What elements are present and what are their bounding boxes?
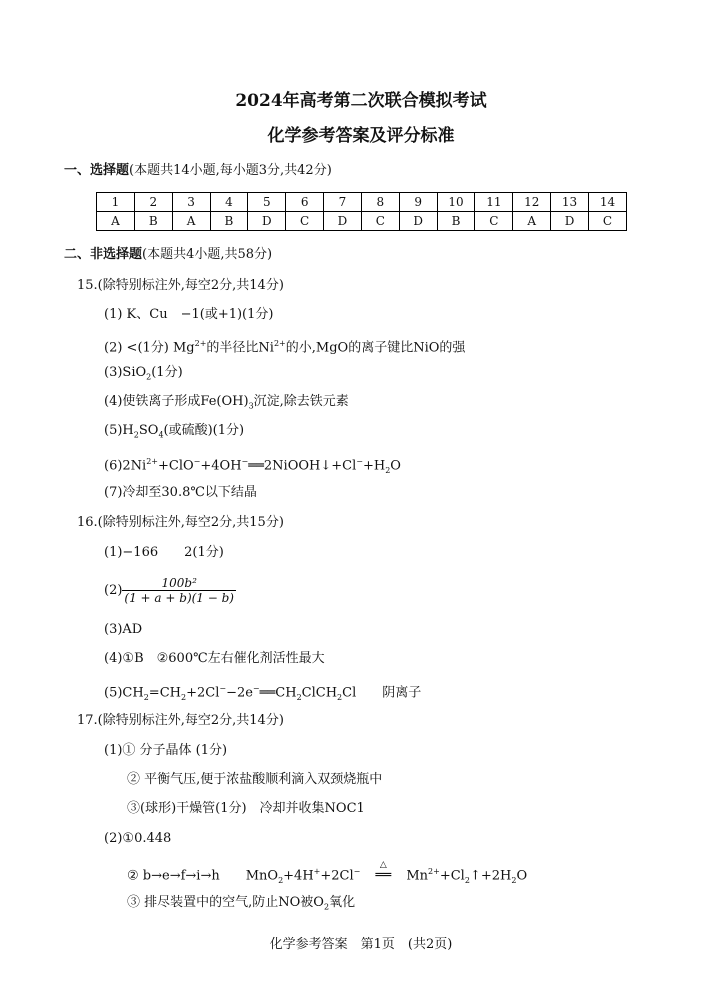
- q16-answer-4: (4)①B ②600℃左右催化剂活性最大: [104, 651, 325, 666]
- q17-heading: 17.(除特别标注外,每空2分,共14分): [77, 713, 284, 728]
- section2-heading-line: [64, 246, 272, 264]
- answer-letter-cell: C: [475, 212, 513, 231]
- question-number-cell: 3: [172, 193, 210, 212]
- question-number-cell: 12: [513, 193, 551, 212]
- q15-answer-1: (1) K、Cu −1(或+1)(1分): [104, 307, 274, 322]
- question-number-cell: 9: [399, 193, 437, 212]
- answer-table: [96, 192, 627, 231]
- question-number-cell: 11: [475, 193, 513, 212]
- section1-heading-line: [64, 162, 332, 180]
- answer-letter-cell: A: [513, 212, 551, 231]
- q16-answer-1: (1)−166 2(1分): [104, 545, 224, 560]
- question-number-cell: 13: [551, 193, 589, 212]
- section1-heading: 一、选择题: [64, 163, 130, 178]
- answer-letter-cell: D: [399, 212, 437, 231]
- heat-triangle-icon: △: [379, 860, 387, 871]
- q17-answer-1-2: ② 平衡气压,便于浓盐酸顺利滴入双颈烧瓶中: [127, 772, 383, 787]
- answer-letter-cell: C: [588, 212, 626, 231]
- section2-heading: 二、非选择题: [64, 247, 143, 262]
- q15-heading: 15.(除特别标注外,每空2分,共14分): [77, 278, 284, 293]
- q17-answer-1-1: (1)① 分子晶体 (1分): [104, 743, 228, 758]
- equilibrium-fraction: $\frac{\text{100b²}}{(1 + a + b)(1 - b)}$: [124, 576, 234, 605]
- question-number-cell: 7: [324, 193, 362, 212]
- heating-condition: △ ══: [360, 867, 406, 885]
- answer-letter-cell: D: [324, 212, 362, 231]
- answer-letter-row: [97, 212, 627, 231]
- question-number-cell: 4: [210, 193, 248, 212]
- q16-answer-3: (3)AD: [104, 622, 143, 637]
- answer-letter-cell: A: [97, 212, 135, 231]
- question-number-cell: 2: [134, 193, 172, 212]
- question-number-cell: 5: [248, 193, 286, 212]
- page-title: 2024年高考第二次联合模拟考试: [235, 91, 487, 111]
- q15-answer-3: (3)SiO$_2$(1分): [104, 365, 183, 382]
- question-number-cell: 1: [97, 193, 135, 212]
- answer-letter-cell: C: [361, 212, 399, 231]
- answer-number-row: [97, 193, 627, 212]
- q15-answer-4: (4)使铁离子形成$Fe(OH)_3$沉淀,除去铁元素: [104, 394, 349, 411]
- q17-answer-2-3: ③ 排尽装置中的空气,防止NO被$O_2$氧化: [127, 895, 356, 912]
- question-number-cell: 6: [286, 193, 324, 212]
- page-subtitle: 化学参考答案及评分标准: [267, 126, 455, 146]
- question-number-cell: 8: [361, 193, 399, 212]
- section1-note: (本题共14小题,每小题3分,共42分): [129, 163, 332, 178]
- answer-letter-cell: D: [248, 212, 286, 231]
- q16-answer-2: (2) $\frac{\text{100b²}}{(1 + a + b)(1 - b)}$: [104, 576, 234, 605]
- answer-letter-cell: D: [551, 212, 589, 231]
- q17-answer-2-2: ② b→e→f→i→h MnO$_2$+4H++2Cl− △ ══ $Mn^{2+}+Cl_2↑+2H_2O$: [127, 863, 527, 890]
- q15-answer-5: $(5)H_2SO_4$(或硫酸)(1分): [104, 423, 245, 440]
- question-number-cell: 14: [588, 193, 626, 212]
- q17-answer-1-3: ③(球形)干燥管(1分) 冷却并收集NOC1: [127, 801, 365, 816]
- question-number-cell: 10: [437, 193, 475, 212]
- section2-note: (本题共4小题,共58分): [142, 247, 273, 262]
- answer-letter-cell: C: [286, 212, 324, 231]
- q16-heading: 16.(除特别标注外,每空2分,共15分): [77, 515, 284, 530]
- q17-answer-2-1: (2)①0.448: [104, 831, 172, 846]
- answer-letter-cell: B: [134, 212, 172, 231]
- page-footer: 化学参考答案 第1页 (共2页): [269, 937, 453, 952]
- answer-letter-cell: B: [437, 212, 475, 231]
- q16-answer-5: $(5)CH_2=CH_2+2Cl^--2e^-══CH_2ClCH_2Cl$ 阴离子: [104, 684, 422, 702]
- q15-answer-2: (2) <(1分) $Mg^{2+}$的半径比$Ni^{2+}$的小,MgO的离子键比NiO的强: [104, 339, 466, 356]
- answer-letter-cell: B: [210, 212, 248, 231]
- q15-answer-7: (7)冷却至30.8℃以下结晶: [104, 485, 257, 500]
- q15-answer-6: $(6)2Ni^{2+}+ClO^-+4OH^-══2NiOOH↓+Cl^-+H_2O$: [104, 457, 401, 475]
- answer-letter-cell: A: [172, 212, 210, 231]
